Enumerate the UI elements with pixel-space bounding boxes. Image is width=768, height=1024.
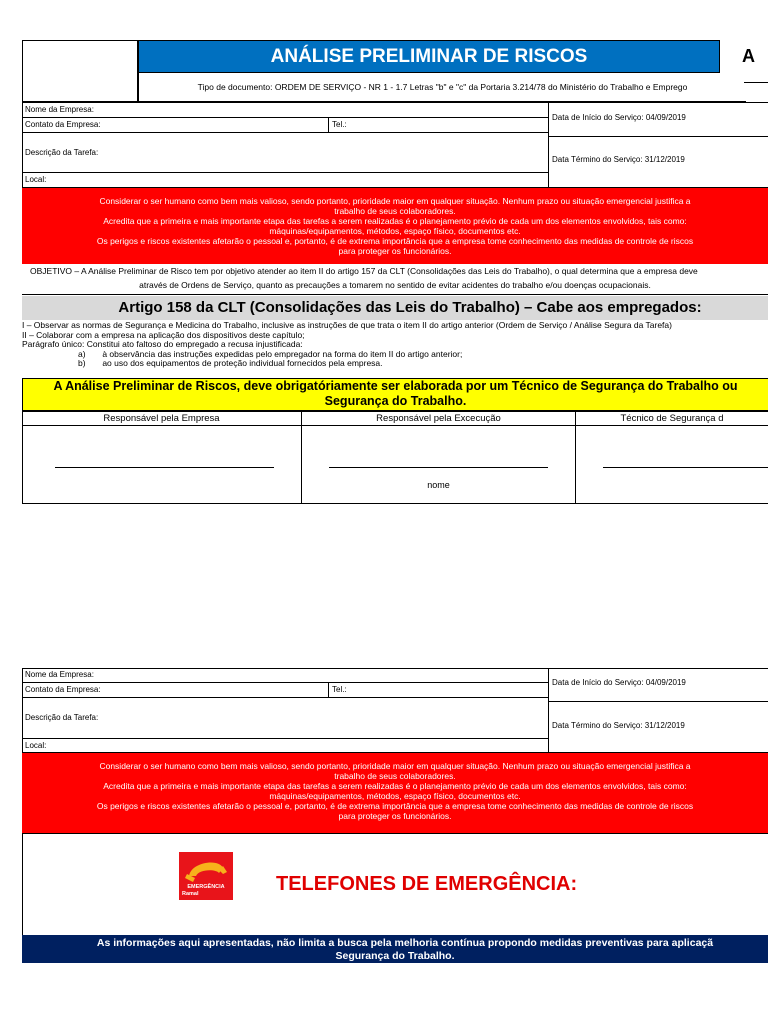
divider [548,136,768,137]
article-line: II – Colaborar com a empresa na aplicação dos dispositivos deste capítulo; [22,329,305,340]
service-end-date: Data Término do Serviço: 31/12/2019 [552,721,685,730]
policy-line: para proteger os funcionários. [338,811,452,821]
article-line: Parágrafo único: Constitui ato faltoso do empregado a recusa injustificada: [22,339,303,349]
policy-line: Acredita que a primeira e mais importante etapa das tarefas a serem realizadas é o planejamento prévio de cada um dos elementos envolvidos, tais como: [103,781,687,791]
divider [328,117,329,132]
policy-line: Os perigos e riscos existentes afetarão o pessoal e, portanto, é de extrema importância que a empresa tome conhecimento das medidas de controle de riscos [96,236,694,246]
objective-line: OBJETIVO – A Análise Preliminar de Risco tem por objetivo atender ao item II do artigo 157 da CLT (Consolidações das Leis do Trabalho), o qual determina que a empresa deve [30,266,698,276]
task-description-label: Descrição da Tarefa: [25,713,99,722]
emergency-icon-label: EMERGÊNCIA [187,884,225,890]
divider [22,425,768,426]
divider [575,411,576,504]
signature-line-technician [603,467,768,468]
service-end-date: Data Término do Serviço: 31/12/2019 [552,155,685,164]
signature-header-company: Responsável pela Empresa [103,413,220,424]
divider [548,701,768,702]
service-start-date: Data de Início do Serviço: 04/09/2019 [552,113,686,122]
article-item [22,359,768,369]
divider [22,172,549,173]
divider [328,682,329,697]
requirement-line: Segurança do Trabalho. [324,394,467,408]
objective-line: através de Ordens de Serviço, quanto as precauções a tomarem no sentido de evitar acidentes do trabalho e/ou doenças ocupacionais. [139,280,651,290]
policy-line: máquinas/equipamentos, métodos, espaço físico, documentos etc. [269,226,521,236]
divider [548,668,549,753]
signature-header-technician: Técnico de Segurança d [620,413,724,424]
emergency-phones-title: TELEFONES DE EMERGÊNCIA: [276,873,578,895]
task-description-label: Descrição da Tarefa: [25,148,99,157]
technician-requirement [22,378,768,411]
article-item-text: à observância das instruções expedidas pelo empregador na forma do item II do artigo anterior; [102,348,463,359]
article-item-text: ao uso dos equipamentos de proteção individual fornecidos pela empresa. [102,358,383,368]
article-line: I – Observar as normas de Segurança e Medicina do Trabalho, inclusive as instruções de que trata o item II do artigo anterior (Ordem de Serviço / Análise Segura da Tarefa) [22,320,672,330]
continuous-improvement-footer [22,935,768,963]
article-158-title: Artigo 158 da CLT (Consolidações das Leis do Trabalho) – Cabe aos empregados: [22,296,768,320]
divider [22,294,768,295]
policy-line: para proteger os funcionários. [338,246,452,256]
document-title: ANÁLISE PRELIMINAR DE RISCOS [138,40,720,73]
signature-line-company [55,467,274,468]
divider [744,82,768,83]
policy-line: trabalho de seus colaboradores. [334,771,456,781]
document-type: Tipo de documento: ORDEM DE SERVIÇO - NR 1 - 1.7 Letras "b" e "c" da Portaria 3.214/78 do Ministério do Trabalho e Emprego [138,73,746,102]
divider [22,682,549,683]
extension-label: Ramal [182,891,199,897]
policy-red-block [22,753,768,833]
location-label: Local: [25,741,47,750]
company-name-label: Nome da Empresa: [25,105,94,114]
divider [22,132,549,133]
policy-line: máquinas/equipamentos, métodos, espaço físico, documentos etc. [269,791,521,801]
article-item-letter: a) [78,348,86,359]
policy-red-block [22,188,768,264]
title-overflow: A [742,46,755,66]
divider [22,117,549,118]
service-start-date: Data de Início do Serviço: 04/09/2019 [552,678,686,687]
footer-line: Segurança do Trabalho. [335,949,455,962]
policy-line: trabalho de seus colaboradores. [334,206,456,216]
phone-label: Tel.: [332,120,347,129]
emergency-phone-icon [179,852,233,900]
objective-text [22,266,768,294]
divider [548,102,549,188]
location-label: Local: [25,175,47,184]
divider [301,411,302,504]
logo-placeholder [22,40,138,102]
phone-label: Tel.: [332,685,347,694]
article-item-letter: b) [78,358,86,368]
policy-line: Os perigos e riscos existentes afetarão o pessoal e, portanto, é de extrema importância que a empresa tome conhecimento das medidas de controle de riscos [96,801,694,811]
phone-handset-icon [179,852,233,886]
signature-header-execution: Responsável pela Excecução [376,413,501,424]
company-contact-label: Contato da Empresa: [25,685,101,694]
divider [22,738,549,739]
footer-line: As informações aqui apresentadas, não limita a busca pela melhoria contínua propondo medidas preventivas para aplicaçã [96,937,714,949]
policy-line: Considerar o ser humano como bem mais valioso, sendo portanto, prioridade maior em qualquer situação. Nenhum prazo ou situação emergencial justifica a [99,761,691,771]
policy-line: Considerar o ser humano como bem mais valioso, sendo portanto, prioridade maior em qualquer situação. Nenhum prazo ou situação emergencial justifica a [99,196,691,206]
company-name-label: Nome da Empresa: [25,670,94,679]
signature-line-execution [329,467,548,468]
company-contact-label: Contato da Empresa: [25,120,101,129]
requirement-line: A Análise Preliminar de Riscos, deve obrigatóriamente ser elaborada por um Técnico de Segurança do Trabalho ou [53,379,738,393]
divider [22,697,549,698]
signature-name-label: nome [427,480,450,490]
article-158-text [22,321,768,369]
policy-line: Acredita que a primeira e mais importante etapa das tarefas a serem realizadas é o planejamento prévio de cada um dos elementos envolvidos, tais como: [103,216,687,226]
